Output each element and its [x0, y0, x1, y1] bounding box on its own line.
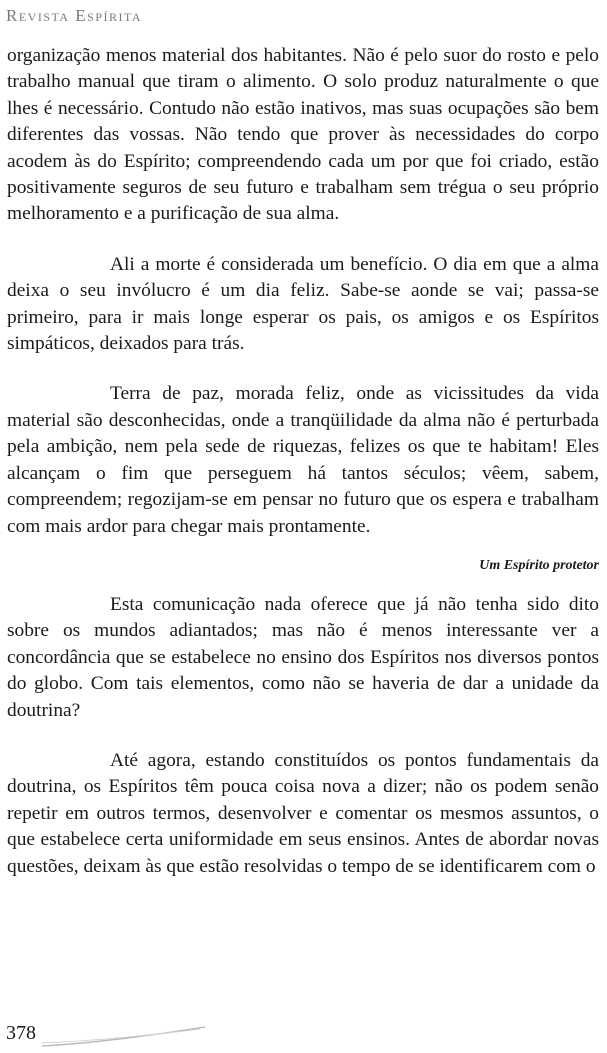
running-header: Revista Espírita	[6, 6, 143, 25]
paragraph-continuation: organização menos material dos habitantes. Não é pelo suor do rosto e pelo trabalho manual que tiram o alimento. O solo produz naturalmente o que lhes é necessário. Contudo não estão inativos, mas suas ocupações são bem diferentes das vossas. Não tendo que prover às necessidades do corpo acodem às do Espírito; compreendendo cada um por que foi criado, estão positivamente seguros de seu futuro e trabalham sem trégua o seu próprio melhoramento e a purificação de sua alma.	[7, 45, 599, 225]
page-ornament-swoosh-icon	[40, 1024, 210, 1048]
page-number: 378	[6, 1022, 36, 1044]
paragraph-land-of-peace: Terra de paz, morada feliz, onde as vicissitudes da vida material são desconhecidas, onde a tranqüilidade da alma não é perturbada pela ambição, nem pela sede de riquezas, felizes os que te habitam! Eles alcançam o fim que perseguem há tantos séculos; vêem, sabem, compreendem; regozijam-se em pensar no futuro que os espera e trabalham com mais ardor para chegar mais prontamente.	[7, 383, 599, 537]
paragraph-doctrine: Até agora, estando constituídos os pontos fundamentais da doutrina, os Espíritos têm pouca coisa nova a dizer; não os podem senão repetir em outros termos, desenvolver e comentar os mesmos assuntos, o que estabelece certa uniformidade em seus ensinos. Antes de abordar novas questões, deixam às que estão resolvidas o tempo de se identificarem com o	[7, 749, 599, 877]
paragraph-death: Ali a morte é considerada um benefício. O dia em que a alma deixa o seu invólucro é um dia feliz. Sabe-se aonde se vai; passa-se primeiro, para ir mais longe esperar os pais, os amigos e os Espíritos simpáticos, deixados para trás.	[7, 253, 599, 355]
text-column	[7, 43, 599, 880]
signature: Um Espírito protetor	[479, 557, 599, 573]
paragraph-commentary: Esta comunicação nada oferece que já não tenha sido dito sobre os mundos adiantados; mas não é menos interessante ver a concordância que se estabelece no ensino dos Espíritos nos diversos pontos do globo. Com tais elementos, como não se haveria de dar a unidade da doutrina?	[7, 593, 599, 721]
